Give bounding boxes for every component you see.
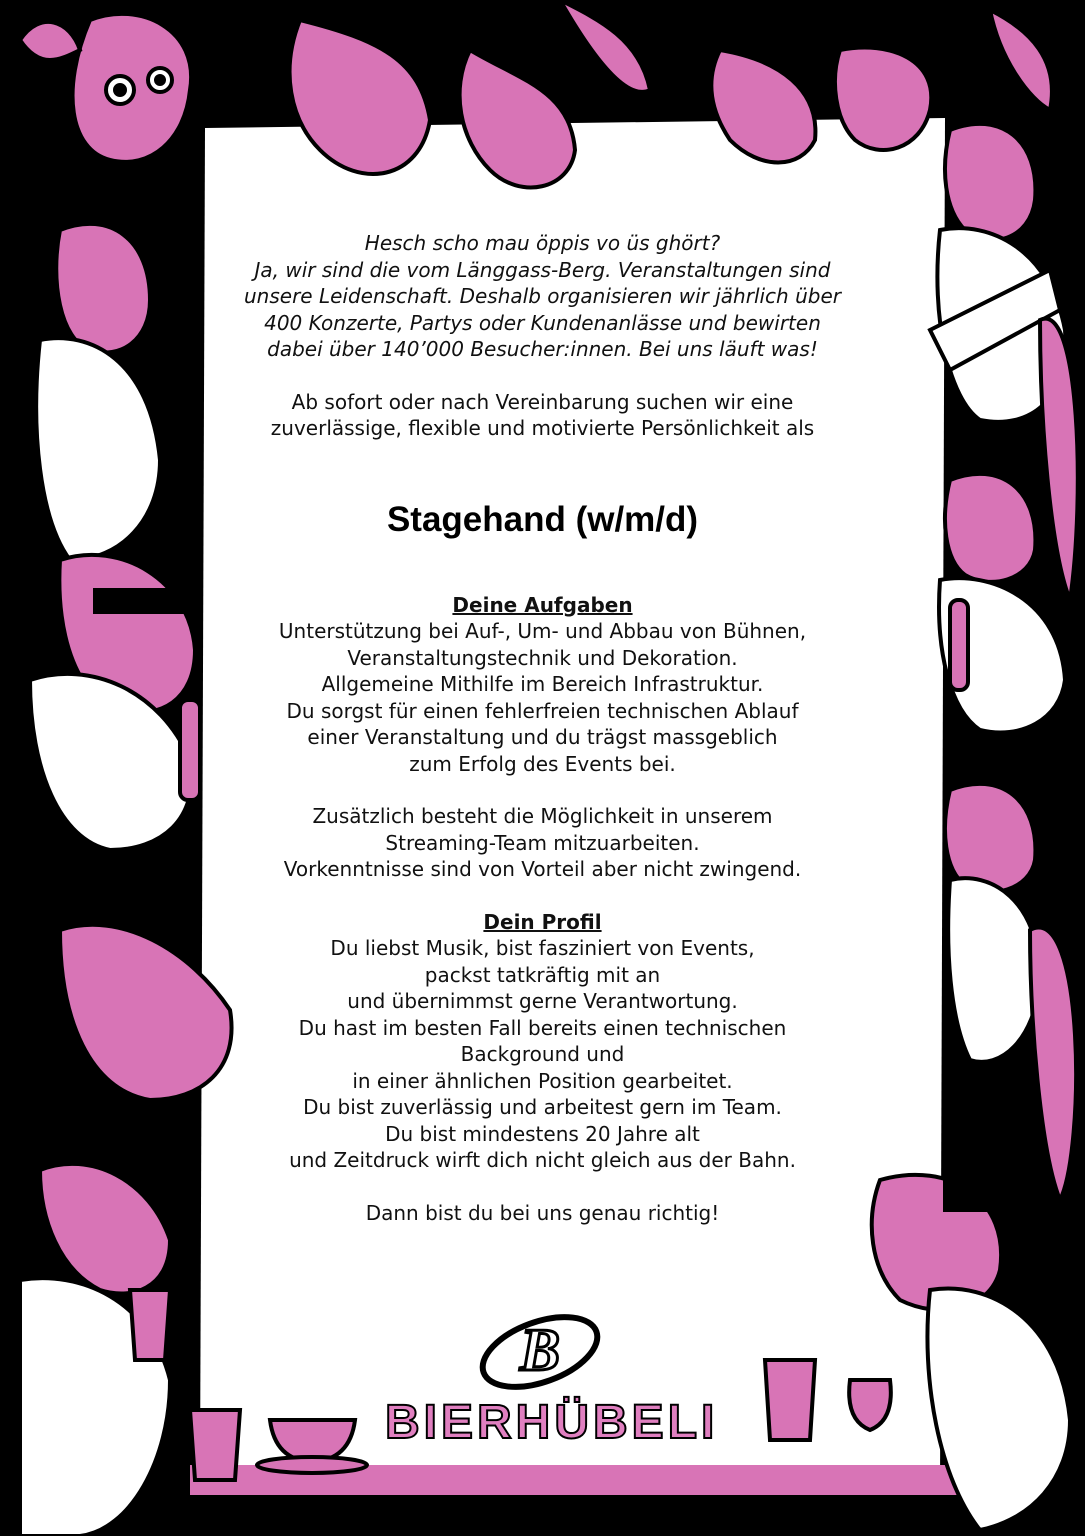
task-extra-line: Streaming-Team mitzuarbeiten. (385, 830, 700, 855)
task-extra-line: Vorkenntnisse sind von Vorteil aber nicht zwingend. (283, 857, 802, 881)
profile-line: Du hast im besten Fall bereits einen technischen (298, 1015, 787, 1040)
task-line: Unterstützung bei Auf-, Um- und Abbau von Bühnen, (278, 619, 807, 643)
intro-line: Hesch scho mau öppis vo üs ghört? (364, 231, 721, 255)
job-title: Stagehand (w/m/d) (386, 499, 699, 539)
profile-line: Du bist zuverlässig und arbeitest gern im Team. (303, 1095, 782, 1119)
task-extra-line: Zusätzlich besteht die Möglichkeit in unserem (312, 804, 773, 828)
tasks-heading: Deine Aufgaben (452, 592, 633, 617)
closing-line: Dann bist du bei uns genau richtig! (365, 1200, 720, 1225)
profile-heading: Dein Profil (483, 909, 602, 934)
streaming-paragraph (215, 803, 870, 883)
intro-line: dabei über 140’000 Besucher:innen. Bei uns läuft was! (267, 337, 818, 361)
profile-line: und Zeitdruck wirft dich nicht gleich aus der Bahn. (289, 1148, 796, 1172)
task-line: Du sorgst für einen fehlerfreien technischen Ablauf (286, 698, 799, 723)
profile-line: und übernimmst gerne Verantwortung. (347, 989, 738, 1013)
intro-block (215, 230, 870, 363)
intro-line: 400 Konzerte, Partys oder Kundenanlässe und bewirten (264, 310, 821, 335)
profile-line: Du liebst Musik, bist fasziniert von Events, (330, 936, 755, 960)
lead-line: zuverlässige, flexible und motivierte Persönlichkeit als (270, 416, 815, 440)
job-posting-text (215, 230, 870, 1226)
profile-line: Du bist mindestens 20 Jahre alt (385, 1121, 700, 1146)
task-line: einer Veranstaltung und du trägst massgeblich (307, 725, 778, 749)
task-line: Veranstaltungstechnik und Dekoration. (347, 645, 738, 670)
profile-section (215, 909, 870, 1174)
profile-line: Background und (460, 1042, 625, 1066)
logo-wordmark: BIERHÜBELI (385, 1396, 719, 1449)
task-line: zum Erfolg des Events bei. (409, 751, 676, 776)
intro-line: Ja, wir sind die vom Länggass-Berg. Veranstaltungen sind (254, 257, 831, 282)
profile-line: in einer ähnlichen Position gearbeitet. (352, 1068, 733, 1093)
task-line: Allgemeine Mithilfe im Bereich Infrastruktur. (321, 672, 764, 696)
svg-text:B: B (519, 1317, 561, 1383)
intro-line: unsere Leidenschaft. Deshalb organisieren wir jährlich über (244, 284, 841, 308)
lead-block (215, 389, 870, 442)
profile-line: packst tatkräftig mit an (424, 962, 661, 987)
lead-line: Ab sofort oder nach Vereinbarung suchen wir eine (291, 389, 794, 414)
tasks-section (215, 592, 870, 883)
